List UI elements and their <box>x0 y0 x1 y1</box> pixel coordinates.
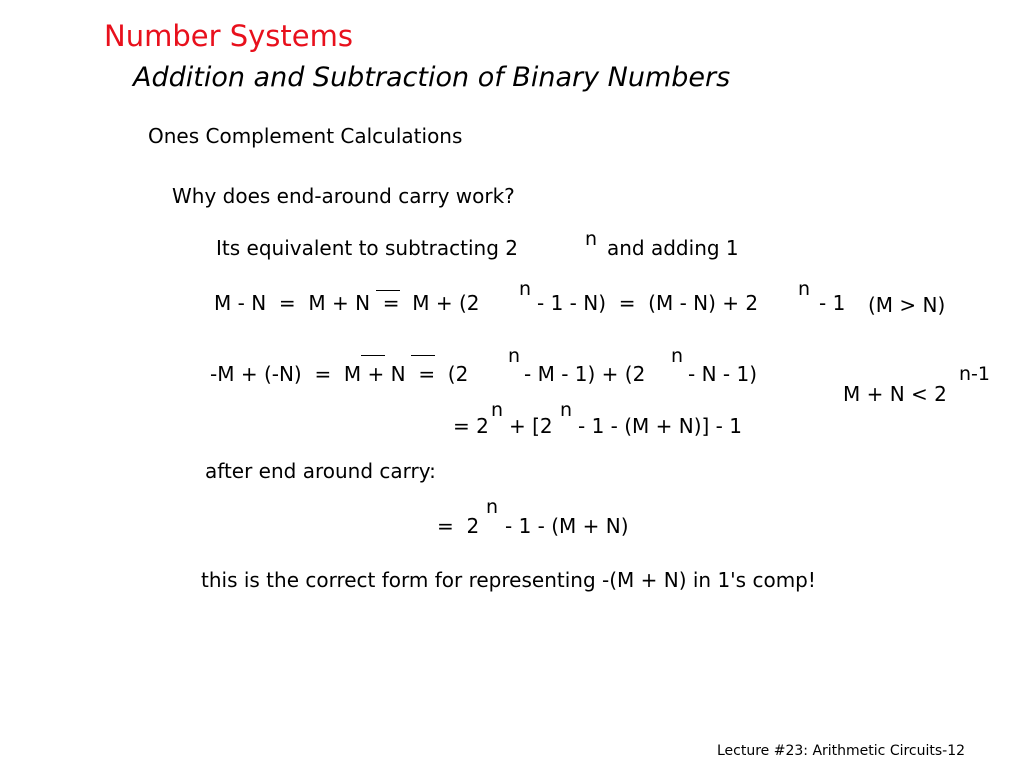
equation-2-part-c: - N - 1) <box>688 362 757 386</box>
equation-4-part-b: - 1 - (M + N) <box>505 514 629 538</box>
equation-3-exponent-a: n <box>491 399 504 421</box>
equation-1-part-a: M - N = M + N = M + (2 <box>214 291 480 315</box>
equation-1-exponent-a: n <box>519 278 532 300</box>
slide-subtitle: Addition and Subtraction of Binary Numbers <box>133 62 731 93</box>
equivalence-text: Its equivalent to subtracting 2 <box>216 236 518 260</box>
equation-3-part-a: = 2 <box>453 414 489 438</box>
equation-4-part-a: = 2 <box>437 514 480 538</box>
equation-1-part-c: - 1 <box>819 291 846 315</box>
overflow-condition-exponent: n-1 <box>959 363 990 385</box>
equivalence-exponent: n <box>585 228 598 250</box>
equation-2-exponent-b: n <box>671 345 684 367</box>
question-text: Why does end-around carry work? <box>172 184 515 208</box>
complement-bar <box>361 355 385 356</box>
equation-1-part-b: - 1 - N) = (M - N) + 2 <box>537 291 759 315</box>
complement-bar <box>376 290 400 291</box>
overflow-condition: M + N < 2 <box>843 382 947 406</box>
equation-2-part-a: -M + (-N) = M + N = (2 <box>210 362 469 386</box>
equation-2-part-b: - M - 1) + (2 <box>524 362 646 386</box>
after-carry-label: after end around carry: <box>205 459 436 483</box>
equation-3-exponent-b: n <box>560 399 573 421</box>
equation-2-exponent-a: n <box>508 345 521 367</box>
equation-3-part-b: + [2 <box>509 414 553 438</box>
conclusion-text: this is the correct form for representing -(M + N) in 1's comp! <box>201 568 816 592</box>
slide-title: Number Systems <box>104 19 353 53</box>
equation-1-exponent-b: n <box>798 278 811 300</box>
slide-footer: Lecture #23: Arithmetic Circuits-12 <box>717 743 966 759</box>
equation-1-condition: (M > N) <box>868 293 946 317</box>
complement-bar <box>411 355 435 356</box>
section-heading: Ones Complement Calculations <box>148 124 463 148</box>
equivalence-tail: and adding 1 <box>607 236 739 260</box>
equation-3-part-c: - 1 - (M + N)] - 1 <box>578 414 742 438</box>
equation-4-exponent: n <box>486 496 499 518</box>
